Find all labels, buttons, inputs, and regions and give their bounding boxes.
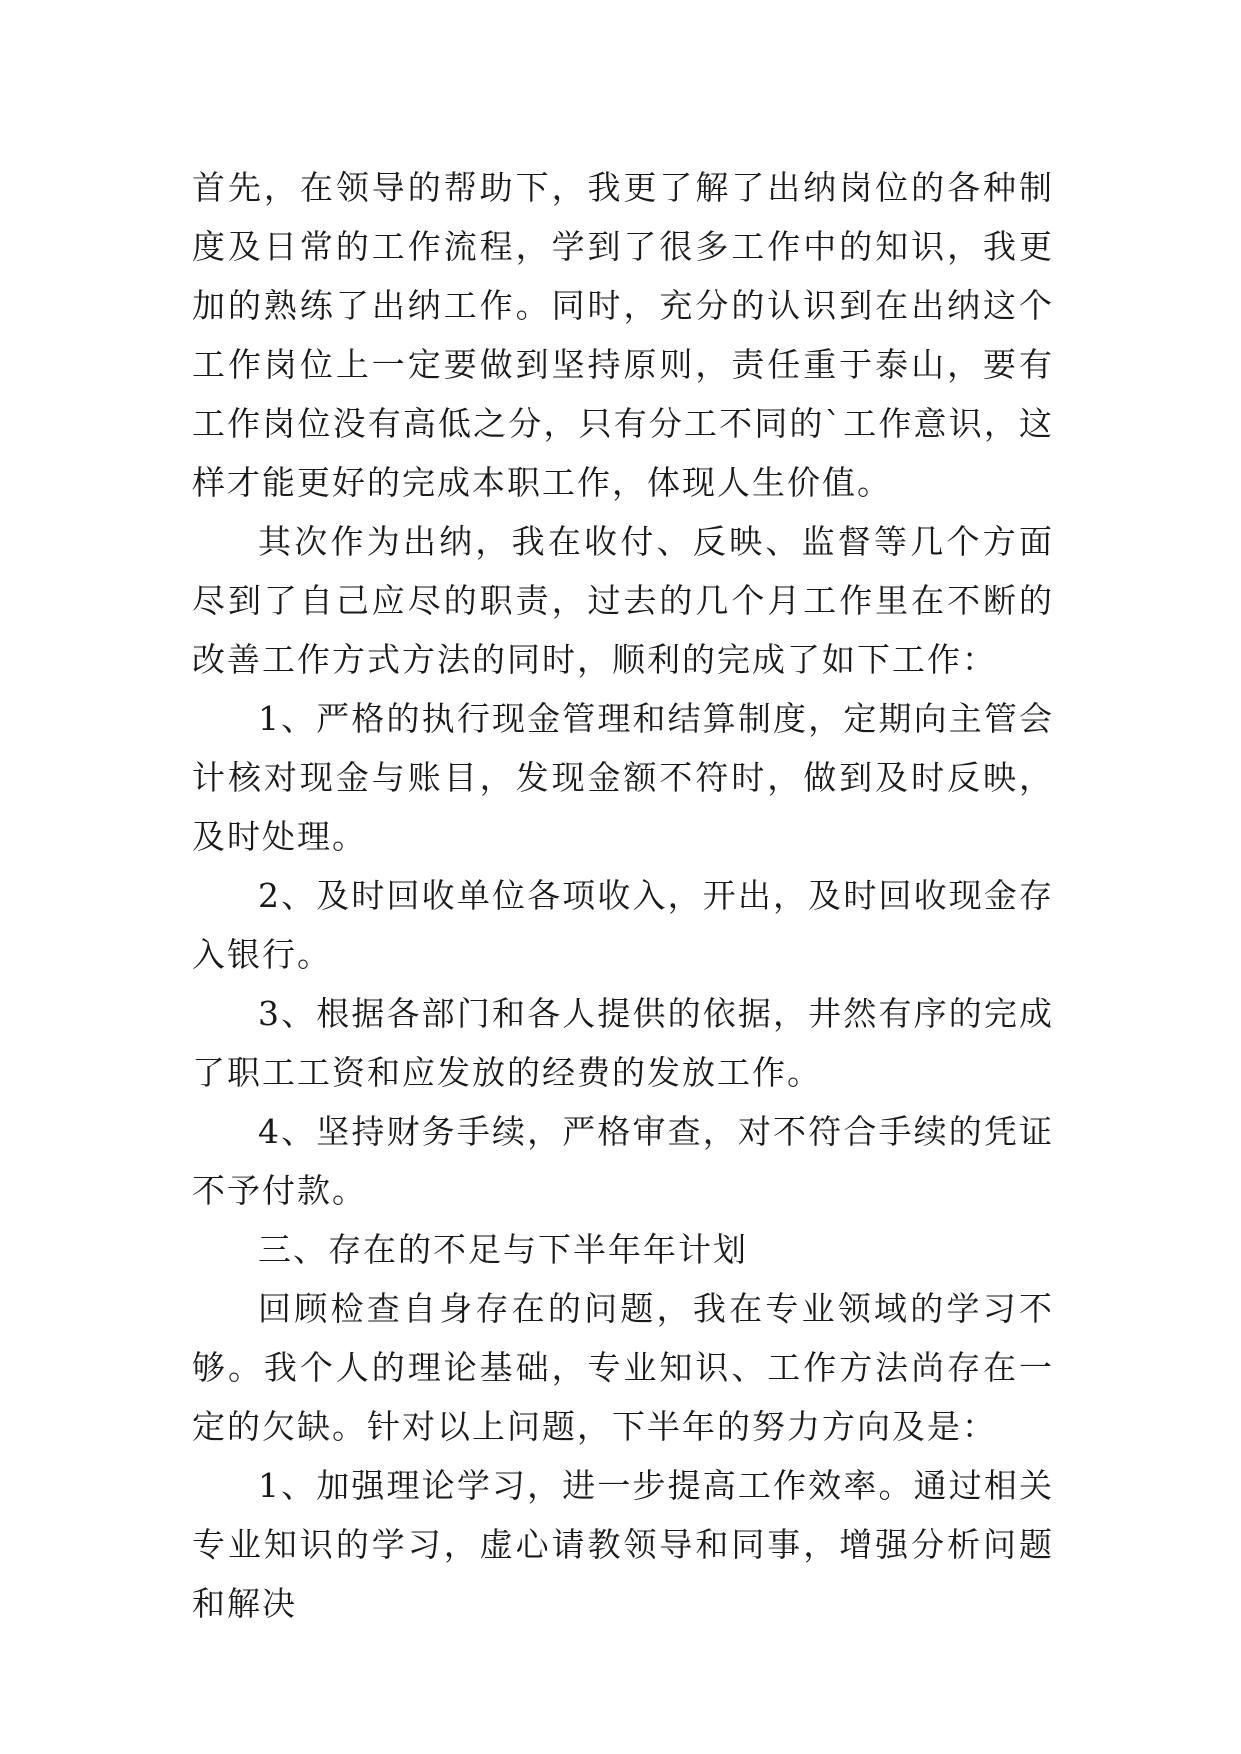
paragraph-cashier-duties-intro: 首先，在领导的帮助下，我更了解了出纳岗位的各种制度及日常的工作流程，学到了很多工作中的知识，我更加的熟练了出纳工作。同时，充分的认识到在出纳这个工作岗位上一定要做到坚持原则，责任重于泰山，要有工作岗位没有高低之分，只有分工不同的`工作意识，这样才能更好的完成本职工作，体现人生价值。: [192, 168, 1054, 502]
paragraph-item-3-payroll: 3、根据各部门和各人提供的依据，井然有序的完成了职工工资和应发放的经费的发放工作。: [192, 994, 1054, 1092]
paragraph-item-4-financial-procedures: 4、坚持财务手续，严格审查，对不符合手续的凭证不予付款。: [192, 1112, 1054, 1210]
document-body: [192, 158, 1054, 1633]
paragraph-item-2-revenue-collection: 2、及时回收单位各项收入，开出，及时回收现金存入银行。: [192, 876, 1054, 974]
paragraph-self-review: 回顾检查自身存在的问题，我在专业领域的学习不够。我个人的理论基础，专业知识、工作方法尚存在一定的欠缺。针对以上问题，下半年的努力方向及是：: [192, 1289, 1054, 1446]
paragraph-plan-item-1: 1、加强理论学习，进一步提高工作效率。通过相关专业知识的学习，虚心请教领导和同事，增强分析问题和解决: [192, 1466, 1054, 1623]
section-heading-shortcomings-plan: 三、存在的不足与下半年年计划: [258, 1230, 748, 1269]
paragraph-work-completed: 其次作为出纳，我在收付、反映、监督等几个方面尽到了自己应尽的职责，过去的几个月工作里在不断的改善工作方式方法的同时，顺利的完成了如下工作：: [192, 522, 1054, 679]
paragraph-item-1-cash-management: 1、严格的执行现金管理和结算制度，定期向主管会计核对现金与账目，发现金额不符时，做到及时反映，及时处理。: [192, 699, 1054, 856]
